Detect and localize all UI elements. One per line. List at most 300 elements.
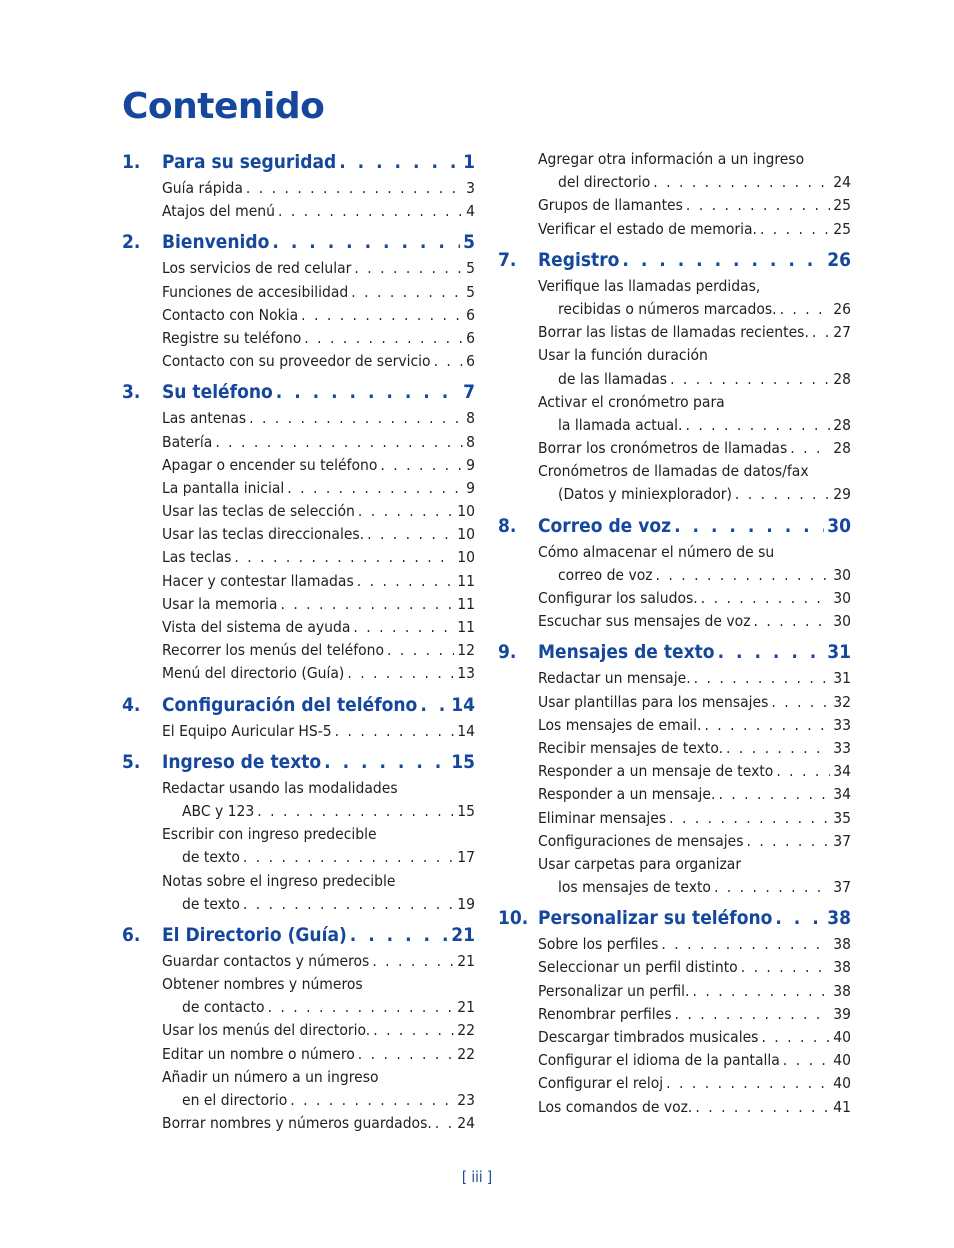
section-number: 2. (122, 231, 141, 254)
dot-leader (354, 257, 463, 280)
section-number: 4. (122, 693, 141, 716)
toc-entry[interactable] (162, 407, 475, 430)
dot-leader (718, 638, 825, 667)
section-heading[interactable] (122, 228, 475, 257)
entry-text: Usar plantillas para los mensajes (538, 692, 769, 711)
toc-column-left (122, 148, 475, 1140)
toc-entry[interactable] (162, 1043, 475, 1066)
dot-leader (780, 298, 831, 321)
toc-entry[interactable] (162, 177, 475, 200)
dot-leader (280, 593, 454, 616)
toc-entry[interactable] (538, 737, 851, 760)
section-entries (162, 950, 475, 1136)
entry-text: Guía rápida (162, 179, 243, 197)
entry-text: del directorio (558, 173, 651, 192)
entry-page: 28 (833, 369, 851, 388)
toc-entry[interactable] (162, 454, 475, 477)
dot-leader (246, 177, 463, 200)
dot-leader (675, 1003, 831, 1026)
dot-leader (272, 228, 460, 257)
toc-entry[interactable] (162, 281, 475, 304)
section-entries (162, 177, 475, 223)
dot-leader (653, 171, 830, 194)
entry-page: 17 (457, 848, 475, 867)
entry-text: Configurar los saludos. (538, 589, 698, 607)
toc-entry[interactable] (538, 760, 851, 783)
entry-page: 6 (466, 305, 475, 324)
dot-leader (358, 500, 454, 523)
entry-text: Configuraciones de mensajes (538, 831, 744, 850)
entry-text: Activar el cronómetro para (538, 392, 725, 411)
toc-entry[interactable] (538, 194, 851, 217)
section-entries (538, 933, 851, 1119)
entry-text: Recibir mensajes de texto. (538, 738, 724, 757)
toc-entry[interactable] (538, 321, 851, 344)
dot-leader (776, 760, 830, 783)
entry-text: Escribir con ingreso predecible (162, 825, 377, 844)
entry-page: 25 (833, 219, 851, 238)
dot-leader (357, 570, 455, 593)
section-number: 5. (122, 750, 141, 773)
toc-entry[interactable] (538, 933, 851, 956)
toc-entry[interactable] (162, 893, 475, 916)
entry-text: Hacer y contestar llamadas (162, 571, 354, 590)
toc-section (122, 691, 475, 743)
entry-text: de contacto (182, 998, 265, 1017)
entry-text: Seleccionar un perfil distinto (538, 958, 738, 977)
toc-entry[interactable] (538, 956, 851, 979)
entry-text: Responder a un mensaje. (538, 785, 716, 804)
dot-leader (812, 321, 830, 344)
toc-entry[interactable] (538, 783, 851, 806)
entry-page: 10 (457, 548, 475, 567)
toc-entry[interactable] (162, 593, 475, 616)
entry-text: Eliminar mensajes (538, 808, 667, 827)
entry-page: 34 (833, 785, 851, 804)
entry-text: Verifique las llamadas perdidas, (538, 276, 761, 295)
entry-text: de las llamadas (558, 369, 668, 388)
section-title: Correo de voz (538, 514, 672, 537)
dot-leader (704, 714, 830, 737)
entry-page: 6 (466, 352, 475, 371)
dot-leader (666, 1072, 830, 1095)
entry-text: Borrar los cronómetros de llamadas (538, 439, 788, 458)
dot-leader (353, 616, 454, 639)
entry-page: 10 (457, 502, 475, 521)
dot-leader (387, 639, 454, 662)
entry-page: 30 (833, 589, 851, 607)
entry-page: 14 (457, 721, 475, 740)
entry-text: recibidas o números marcados. (558, 299, 777, 318)
dot-leader (373, 1019, 454, 1042)
toc-entry[interactable] (162, 523, 475, 546)
entry-page: 5 (466, 282, 475, 301)
toc-entry[interactable] (162, 777, 475, 800)
entry-page: 12 (457, 641, 475, 660)
entry-page: 38 (833, 935, 851, 954)
entry-page: 35 (833, 808, 851, 827)
section-entries (162, 777, 475, 916)
dot-leader (215, 431, 463, 454)
entry-text: Recorrer los menús del teléfono (162, 641, 385, 660)
entry-text: de texto (182, 894, 240, 913)
entry-text: Usar los menús del directorio. (162, 1021, 371, 1040)
toc-entry[interactable] (538, 368, 851, 391)
toc-entry[interactable] (162, 200, 475, 223)
section-page: 31 (827, 641, 851, 664)
toc-column-right (498, 148, 851, 1124)
section-page: 7 (463, 381, 475, 404)
entry-text: Usar las teclas de selección (162, 502, 355, 521)
entry-text: Usar carpetas para organizar (538, 854, 742, 873)
section-title: El Directorio (Guía) (162, 923, 347, 946)
toc-section (498, 512, 851, 634)
entry-page: 40 (833, 1074, 851, 1093)
toc-entry[interactable] (538, 587, 851, 610)
entry-text: Editar un nombre o número (162, 1044, 355, 1063)
toc-section (122, 148, 475, 223)
section-number: 7. (498, 248, 517, 271)
dot-leader (714, 876, 830, 899)
dot-leader (735, 483, 830, 506)
entry-page: 29 (833, 485, 851, 504)
dot-leader (694, 667, 831, 690)
entry-text: Usar la función duración (538, 346, 708, 365)
entry-text: Apagar o encender su teléfono (162, 455, 378, 474)
toc-section (122, 748, 475, 916)
entry-page: 40 (833, 1051, 851, 1070)
section-heading[interactable] (122, 148, 475, 177)
entry-page: 13 (457, 664, 475, 683)
dot-leader (692, 980, 830, 1003)
toc-entry[interactable] (538, 691, 851, 714)
entry-text: de texto (182, 848, 240, 867)
toc-section (122, 921, 475, 1136)
entry-text: Contacto con su proveedor de servicio (162, 352, 431, 371)
toc-entry[interactable] (162, 616, 475, 639)
section-page: 14 (451, 693, 475, 716)
dot-leader (746, 830, 830, 853)
entry-page: 11 (457, 618, 475, 636)
section-entries (538, 541, 851, 634)
entry-text: Funciones de accesibilidad (162, 282, 349, 301)
section-number: 6. (122, 923, 141, 946)
toc-entry[interactable] (162, 327, 475, 350)
toc-entry[interactable] (162, 870, 475, 893)
toc-entry[interactable] (162, 950, 475, 973)
entry-text: Sobre los perfiles (538, 935, 659, 954)
entry-text: la llamada actual. (558, 415, 683, 434)
entry-text: Redactar un mensaje. (538, 669, 691, 688)
toc-entry[interactable] (162, 477, 475, 500)
entry-page: 21 (457, 951, 475, 970)
entry-page: 9 (466, 455, 475, 474)
toc-entry[interactable] (162, 1066, 475, 1089)
entry-page: 28 (833, 415, 851, 434)
entry-page: 5 (466, 259, 475, 278)
entry-text: Renombrar perfiles (538, 1004, 672, 1023)
toc-entry[interactable] (162, 1089, 475, 1112)
entry-page: 3 (466, 179, 475, 197)
entry-page: 28 (833, 439, 851, 458)
toc-entry[interactable] (538, 541, 851, 564)
entry-text: ABC y 123 (182, 801, 255, 820)
toc-entry[interactable] (538, 610, 851, 633)
dot-leader (656, 564, 831, 587)
dot-leader (771, 691, 830, 714)
toc-entry[interactable] (538, 218, 851, 241)
toc-section (498, 638, 851, 899)
dot-leader (674, 512, 824, 541)
section-heading[interactable] (498, 904, 851, 933)
dot-leader (278, 200, 463, 223)
dot-leader (249, 407, 463, 430)
toc-entry[interactable] (538, 1072, 851, 1095)
dot-leader (234, 546, 454, 569)
section-heading[interactable] (498, 512, 851, 541)
dot-leader (372, 950, 454, 973)
toc-entry[interactable] (162, 570, 475, 593)
toc-entry[interactable] (162, 720, 475, 743)
toc-entry[interactable] (162, 500, 475, 523)
dot-leader (420, 691, 448, 720)
entry-page: 10 (457, 525, 475, 544)
toc-entry[interactable] (538, 414, 851, 437)
section-title: Registro (538, 248, 620, 271)
section-number: 10. (498, 907, 529, 930)
toc-entry[interactable] (162, 257, 475, 280)
dot-leader (669, 807, 830, 830)
entry-page: 39 (833, 1004, 851, 1023)
entry-page: 21 (457, 998, 475, 1017)
dot-leader (339, 148, 460, 177)
section-number: 9. (498, 641, 517, 664)
toc-section (498, 246, 851, 507)
entry-text: Borrar nombres y números guardados. (162, 1114, 432, 1133)
section-number: 8. (498, 514, 517, 537)
toc-entry[interactable] (538, 148, 851, 171)
entry-text: Atajos del menú (162, 202, 275, 221)
section-entries (538, 667, 851, 899)
entry-page: 11 (457, 571, 475, 590)
section-page: 30 (827, 514, 851, 537)
entry-text: Obtener nombres y números (162, 975, 363, 994)
dot-leader (358, 1043, 455, 1066)
entry-text: (Datos y miniexplorador) (558, 485, 732, 504)
toc-entry[interactable] (538, 1049, 851, 1072)
toc-entry[interactable] (162, 973, 475, 996)
entry-text: Agregar otra información a un ingreso (538, 150, 805, 168)
toc-entry[interactable] (162, 846, 475, 869)
entry-text: Contacto con Nokia (162, 305, 299, 324)
section-number: 1. (122, 151, 141, 173)
entry-text: Las antenas (162, 409, 247, 428)
dot-leader (670, 368, 830, 391)
toc-entry[interactable] (162, 546, 475, 569)
page-title: Contenido (122, 86, 325, 127)
section-page: 5 (463, 231, 475, 254)
page-number: [ iii ] (461, 1168, 493, 1186)
entry-text: Notas sobre el ingreso predecible (162, 871, 396, 890)
entry-text: El Equipo Auricular HS-5 (162, 721, 332, 740)
dot-leader (324, 748, 448, 777)
section-entries (538, 148, 851, 241)
toc-entry[interactable] (538, 1096, 851, 1119)
entry-page: 8 (466, 432, 475, 451)
entry-page: 11 (457, 594, 475, 613)
toc-entry[interactable] (538, 298, 851, 321)
entry-text: correo de voz (558, 565, 653, 584)
entry-text: Guardar contactos y números (162, 951, 370, 970)
entry-text: los mensajes de texto (558, 878, 711, 897)
section-title: Ingreso de texto (162, 750, 322, 773)
dot-leader (290, 1089, 454, 1112)
toc-entry[interactable] (162, 639, 475, 662)
entry-text: Cronómetros de llamadas de datos/fax (538, 462, 809, 481)
toc-entry[interactable] (538, 807, 851, 830)
dot-leader (347, 662, 454, 685)
entry-page: 34 (833, 762, 851, 781)
section-entries (162, 257, 475, 373)
entry-text: Personalizar un perfil. (538, 981, 690, 1000)
entry-text: Las teclas (162, 548, 232, 567)
toc-section (122, 228, 475, 373)
section-page: 38 (827, 907, 851, 930)
toc-entry[interactable] (162, 304, 475, 327)
entry-text: Cómo almacenar el número de su (538, 542, 775, 561)
toc-entry[interactable] (538, 344, 851, 367)
dot-leader (661, 933, 830, 956)
entry-page: 38 (833, 981, 851, 1000)
entry-text: Escuchar sus mensajes de voz (538, 612, 751, 631)
section-entries (162, 720, 475, 743)
dot-leader (718, 783, 830, 806)
toc-entry[interactable] (162, 662, 475, 685)
entry-page: 8 (466, 409, 475, 428)
entry-page: 22 (457, 1044, 475, 1063)
section-heading[interactable] (122, 921, 475, 950)
toc-entry[interactable] (538, 1003, 851, 1026)
toc-entry[interactable] (538, 171, 851, 194)
dot-leader (775, 904, 824, 933)
entry-text: Vista del sistema de ayuda (162, 618, 351, 636)
entry-page: 23 (457, 1091, 475, 1109)
toc-entry[interactable] (538, 1026, 851, 1049)
entry-text: Añadir un número a un ingreso (162, 1067, 379, 1086)
toc-entry[interactable] (538, 980, 851, 1003)
entry-text: Registre su teléfono (162, 328, 302, 347)
section-heading[interactable] (122, 378, 475, 407)
section-entries (538, 275, 851, 507)
dot-leader (701, 587, 831, 610)
entry-page: 22 (457, 1021, 475, 1040)
entry-text: Borrar las listas de llamadas recientes. (538, 323, 809, 342)
toc-entry[interactable] (162, 431, 475, 454)
toc-entry[interactable] (538, 391, 851, 414)
entry-page: 33 (833, 715, 851, 734)
section-heading[interactable] (122, 691, 475, 720)
entry-page: 40 (833, 1028, 851, 1046)
entry-page: 41 (833, 1097, 851, 1116)
dot-leader (243, 846, 454, 869)
dot-leader (301, 304, 463, 327)
entry-page: 24 (457, 1114, 475, 1133)
dot-leader (380, 454, 463, 477)
toc-entry[interactable] (538, 460, 851, 483)
entry-page: 6 (466, 328, 475, 347)
section-entries (162, 407, 475, 685)
toc-entry[interactable] (162, 800, 475, 823)
section-heading[interactable] (498, 638, 851, 667)
entry-page: 30 (833, 565, 851, 584)
toc-entry[interactable] (538, 564, 851, 587)
entry-text: Grupos de llamantes (538, 196, 683, 215)
entry-text: Verificar el estado de memoria. (538, 219, 757, 238)
entry-text: Los comandos de voz. (538, 1097, 693, 1116)
section-heading[interactable] (122, 748, 475, 777)
entry-text: Responder a un mensaje de texto (538, 762, 774, 781)
dot-leader (685, 414, 830, 437)
toc-section (122, 378, 475, 685)
toc-entry[interactable] (538, 437, 851, 460)
entry-text: Descargar timbrados musicales (538, 1028, 759, 1046)
toc-entry[interactable] (538, 714, 851, 737)
entry-text: Usar la memoria (162, 594, 278, 613)
toc-entry[interactable] (538, 667, 851, 690)
entry-page: 27 (833, 323, 851, 342)
dot-leader (287, 477, 463, 500)
toc-entry[interactable] (538, 830, 851, 853)
toc-entry[interactable] (162, 1019, 475, 1042)
toc-entry[interactable] (538, 275, 851, 298)
entry-page: 24 (833, 173, 851, 192)
toc-entry[interactable] (538, 483, 851, 506)
section-page: 26 (827, 248, 851, 271)
entry-text: Configurar el idioma de la pantalla (538, 1051, 780, 1070)
section-page: 15 (451, 750, 475, 773)
section-title: Configuración del teléfono (162, 693, 418, 716)
entry-text: Redactar usando las modalidades (162, 778, 398, 797)
entry-page: 15 (457, 801, 475, 820)
section-title: Para su seguridad (162, 151, 337, 173)
dot-leader (276, 378, 460, 407)
dot-leader (367, 523, 454, 546)
toc-entry[interactable] (538, 853, 851, 876)
toc-entry[interactable] (538, 876, 851, 899)
entry-text: en el directorio (182, 1091, 288, 1109)
entry-page: 9 (466, 478, 475, 497)
dot-leader (257, 800, 454, 823)
dot-leader (434, 350, 464, 373)
entry-text: La pantalla inicial (162, 478, 285, 497)
entry-text: Los servicios de red celular (162, 259, 352, 278)
entry-page: 4 (466, 202, 475, 221)
toc-entry[interactable] (162, 823, 475, 846)
toc-entry[interactable] (162, 350, 475, 373)
section-heading[interactable] (498, 246, 851, 275)
entry-text: Usar las teclas direccionales. (162, 525, 365, 544)
section-page: 21 (451, 923, 475, 946)
entry-page: 37 (833, 878, 851, 897)
entry-text: Batería (162, 432, 213, 451)
toc-entry[interactable] (162, 1112, 475, 1135)
entry-text: Los mensajes de email. (538, 715, 702, 734)
entry-page: 30 (833, 612, 851, 631)
toc-entry[interactable] (162, 996, 475, 1019)
entry-page: 26 (833, 299, 851, 318)
dot-leader (754, 610, 831, 633)
entry-text: Menú del directorio (Guía) (162, 664, 345, 683)
